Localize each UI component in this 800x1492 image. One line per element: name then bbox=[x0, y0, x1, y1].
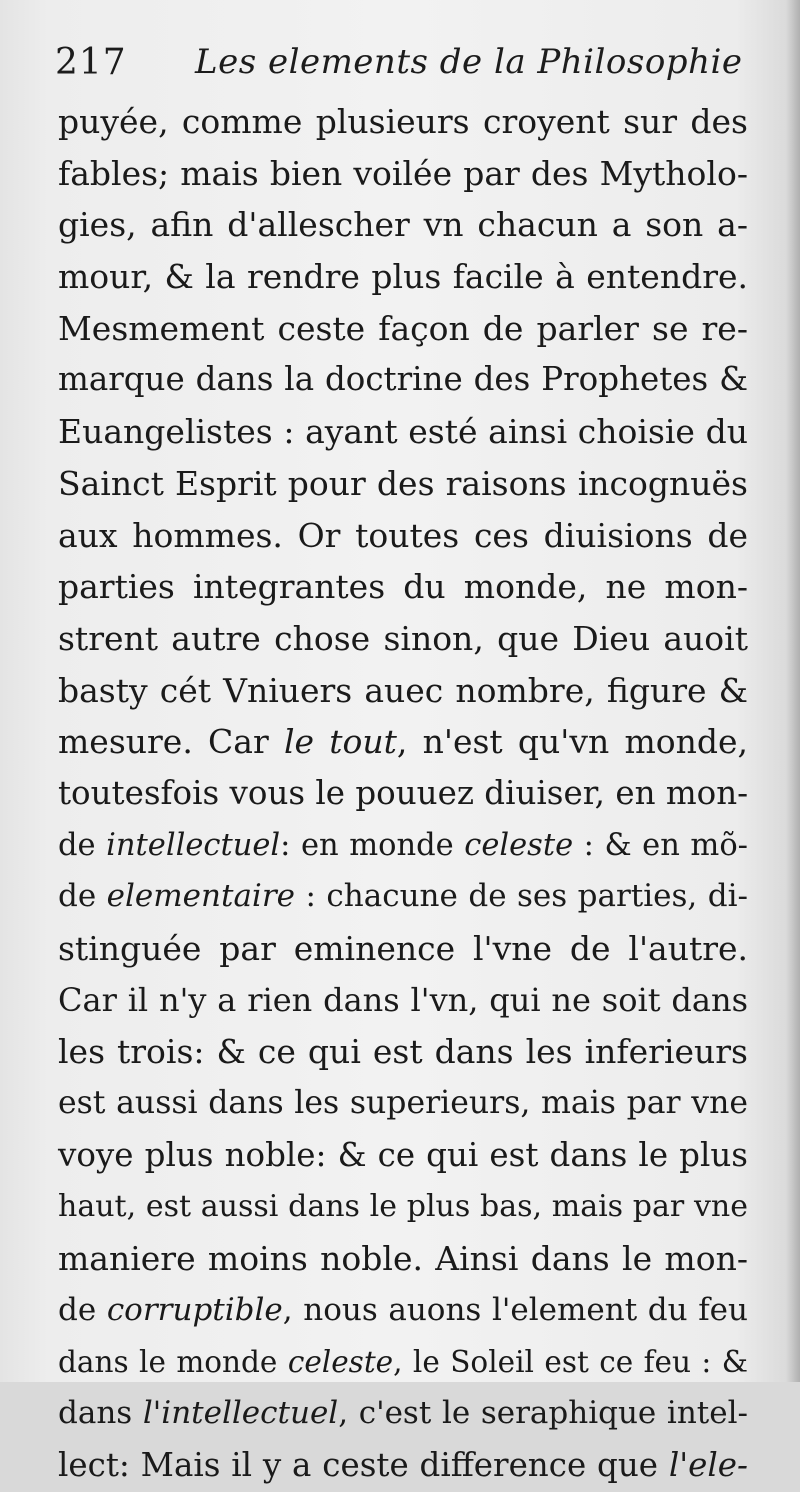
text-run: marque dans la doctrine des Prophetes & bbox=[58, 360, 748, 399]
body-text bbox=[58, 96, 748, 1492]
text-run: aux hommes. Or toutes ces diuisions de bbox=[58, 515, 748, 555]
text-run: fables; mais bien voilée par des Mytholo- bbox=[58, 153, 748, 193]
text-line bbox=[58, 768, 748, 820]
text-run: : chacune de ses parties, di- bbox=[295, 878, 748, 915]
text-run: maniere moins noble. Ainsi dans le mon- bbox=[58, 1239, 748, 1279]
italic-phrase: corruptible bbox=[106, 1291, 283, 1328]
italic-phrase: intellectuel bbox=[106, 827, 281, 863]
text-run: haut, est aussi dans le plus bas, mais par vne bbox=[58, 1189, 748, 1225]
text-line bbox=[58, 561, 748, 613]
text-line bbox=[58, 1388, 748, 1440]
text-line bbox=[58, 716, 748, 768]
text-run: de bbox=[58, 878, 107, 915]
text-line bbox=[58, 251, 748, 303]
text-run: toutesfois vous le pouuez diuiser, en mon- bbox=[58, 773, 749, 812]
running-title: Les elements de la Philosophie bbox=[195, 42, 743, 82]
text-line bbox=[58, 820, 748, 872]
italic-phrase: l'intellectuel bbox=[142, 1395, 339, 1432]
text-run: strent autre chose sinon, que Dieu auoit bbox=[58, 618, 748, 658]
text-run: de bbox=[58, 827, 107, 863]
italic-phrase: celeste bbox=[464, 827, 574, 863]
text-line bbox=[58, 1233, 748, 1285]
text-line bbox=[58, 148, 748, 200]
text-run: Car il n'y a rien dans l'vn, qui ne soit dans bbox=[58, 980, 748, 1019]
text-line bbox=[58, 1078, 748, 1130]
text-run: , le Soleil est ce feu : & bbox=[393, 1344, 748, 1379]
text-run: basty cét Vniuers auec nombre, figure & bbox=[58, 670, 748, 710]
text-line bbox=[58, 199, 748, 251]
text-line bbox=[58, 458, 748, 510]
text-line bbox=[58, 1440, 748, 1492]
italic-phrase: celeste bbox=[287, 1344, 394, 1379]
text-run: est aussi dans les superieurs, mais par vne bbox=[58, 1085, 748, 1122]
italic-phrase: le tout bbox=[283, 722, 397, 762]
text-run: dans le monde bbox=[58, 1344, 288, 1379]
text-line bbox=[58, 665, 748, 717]
text-line bbox=[58, 1026, 748, 1078]
text-run: , n'est qu'vn monde, bbox=[396, 722, 749, 762]
text-run: parties integrantes du monde, ne mon- bbox=[58, 567, 748, 607]
text-run: : en monde bbox=[280, 827, 465, 863]
text-run: Euangelistes : ayant esté ainsi choisie du bbox=[58, 412, 748, 452]
text-run: , nous auons l'element du feu bbox=[282, 1291, 748, 1328]
text-line bbox=[58, 1337, 748, 1389]
text-run: voye plus noble: & ce qui est dans le plus bbox=[58, 1135, 748, 1174]
text-run: lect: Mais il y a ceste difference que bbox=[58, 1445, 669, 1484]
text-run: Mesmement ceste façon de parler se re- bbox=[58, 308, 748, 348]
page-header bbox=[55, 38, 755, 88]
text-line bbox=[58, 1285, 748, 1337]
text-run: gies, afin d'allescher vn chacun a son a- bbox=[58, 205, 748, 245]
text-line bbox=[58, 406, 748, 458]
text-run: stinguée par eminence l'vne de l'autre. bbox=[58, 929, 748, 968]
text-line bbox=[58, 96, 748, 148]
text-line bbox=[58, 923, 748, 975]
italic-phrase: l'ele- bbox=[668, 1445, 748, 1484]
text-run: dans bbox=[58, 1395, 143, 1432]
text-run: Sainct Esprit pour des raisons incognuës bbox=[58, 463, 748, 503]
text-line bbox=[58, 303, 748, 355]
text-line bbox=[58, 510, 748, 562]
text-run: de bbox=[58, 1291, 107, 1328]
page-edge-shadow bbox=[786, 0, 800, 1382]
text-line bbox=[58, 1130, 748, 1182]
text-run: puyée, comme plusieurs croyent sur des bbox=[58, 102, 748, 141]
italic-phrase: elementaire bbox=[106, 878, 296, 915]
text-line bbox=[58, 871, 748, 923]
text-run: les trois: & ce qui est dans les inferieurs bbox=[58, 1032, 748, 1072]
text-run: , c'est le seraphique intel- bbox=[338, 1395, 748, 1432]
text-run: mesure. Car bbox=[58, 722, 284, 762]
text-line bbox=[58, 354, 748, 406]
page-number: 217 bbox=[55, 42, 127, 83]
text-run: : & en mõ- bbox=[573, 827, 748, 863]
text-line bbox=[58, 613, 748, 665]
text-run: mour, & la rendre plus facile à entendre. bbox=[58, 257, 748, 297]
text-line bbox=[58, 1181, 748, 1233]
text-line bbox=[58, 975, 748, 1027]
